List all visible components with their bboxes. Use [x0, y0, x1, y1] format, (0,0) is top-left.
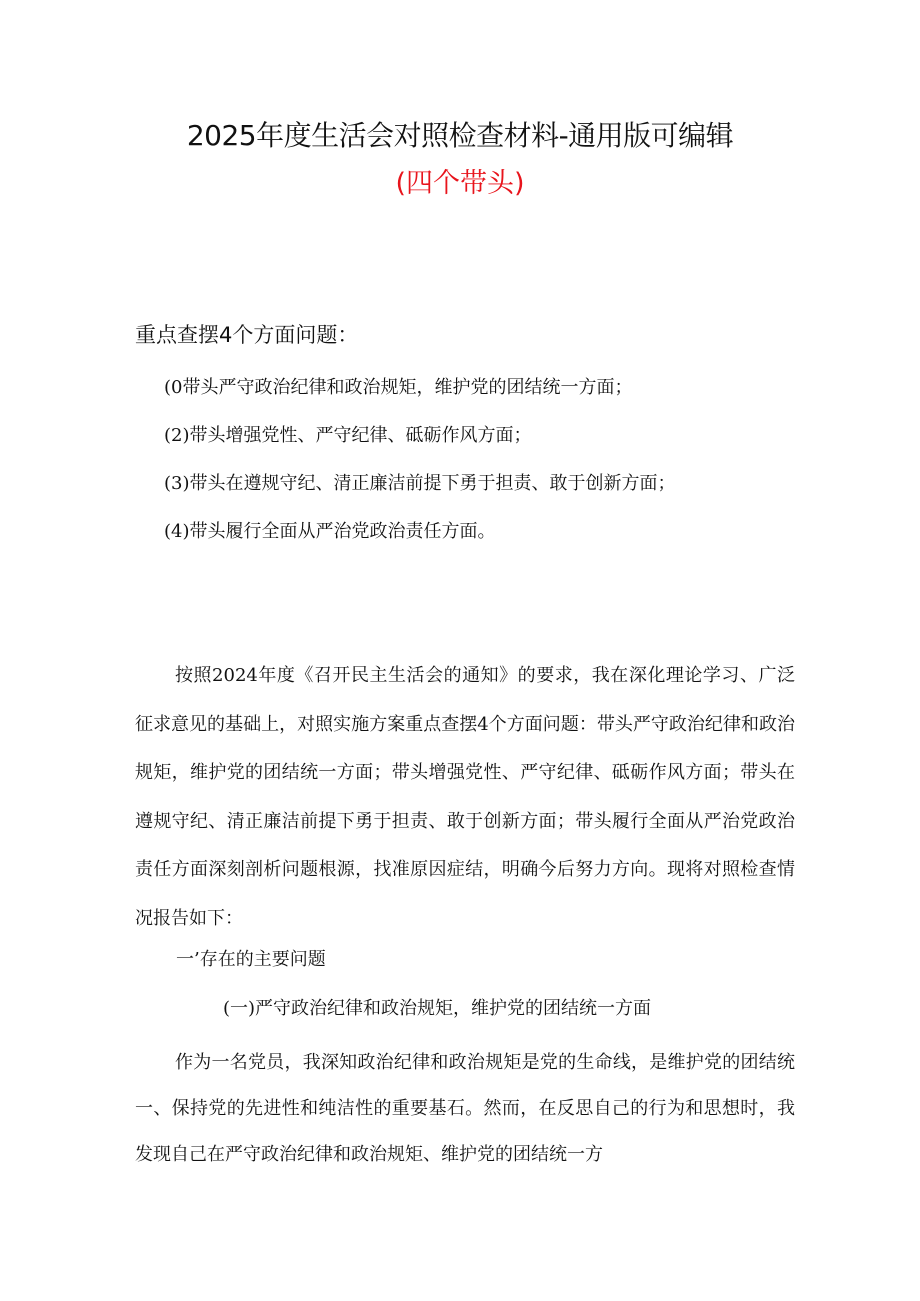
document-title: 2025年度生活会对照检查材料-通用版可编辑 — [186, 119, 734, 152]
document-subtitle: (四个带头) — [395, 168, 525, 199]
aspect-list — [164, 372, 676, 564]
heading-level-2: (一)严守政治纪律和政治规矩，维护党的团结统一方面 — [223, 998, 652, 1019]
section-heading: 重点查摆4个方面问题： — [135, 323, 359, 347]
aspect-item: (0带头严守政治纪律和政治规矩，维护党的团结统一方面； — [164, 377, 633, 398]
aspect-item: (3)带头在遵规守纪、清正廉洁前提下勇于担责、敢于创新方面； — [164, 473, 676, 494]
intro-paragraph: 按照2024年度《召开民主生活会的通知》的要求，我在深化理论学习、广泛征求意见的基础上，对照实施方案重点查摆4个方面问题：带头严守政治纪律和政治规矩，维护党的团结统一方面；带头增强党性、严守纪律、砥砺作风方面；带头在遵规守纪、清正廉洁前提下勇于担责、敢于创新方面；带头履行全面从严治党政治责任方面深刻剖析问题根源，找准原因症结，明确今后努力方向。现将对照检查情况报告如下： — [135, 665, 795, 929]
aspect-item: (4)带头履行全面从严治党政治责任方面。 — [164, 521, 496, 542]
body-paragraph: 作为一名党员，我深知政治纪律和政治规矩是党的生命线，是维护党的团结统一、保持党的先进性和纯洁性的重要基石。然而，在反思自己的行为和思想时，我发现自己在严守政治纪律和政治规矩、维护党的团结统一方 — [135, 1052, 795, 1165]
aspect-item: (2)带头增强党性、严守纪律、砥砺作风方面； — [164, 425, 532, 446]
heading-level-1: 一’存在的主要问题 — [176, 949, 326, 970]
